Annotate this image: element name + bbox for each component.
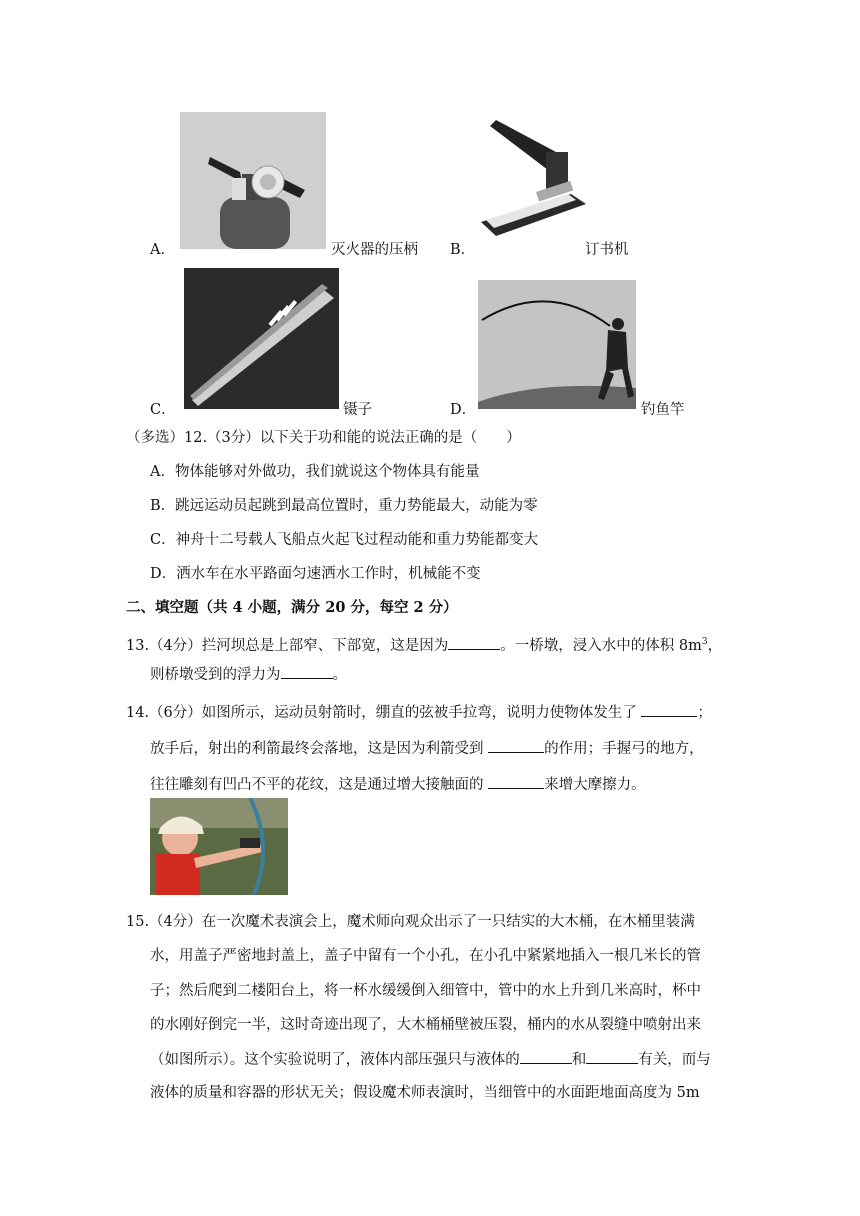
q13-sup: 3 — [701, 637, 708, 647]
q15-line6: 液体的质量和容器的形状无关；假设魔术师表演时，当细管中的水面距地面高度为 5m — [150, 1085, 700, 1101]
q12-option-a: A．物体能够对外做功，我们就说这个物体具有能量 — [150, 464, 480, 480]
q15-line3: 子；然后爬到二楼阳台上，将一杯水缓缓倒入细管中，管中的水上升到几米高时，杯中 — [150, 983, 701, 999]
q14-line1 — [126, 702, 712, 723]
q14-blank-3[interactable] — [488, 774, 544, 789]
q14-line3 — [150, 774, 646, 795]
q15-text-b: 和 — [571, 1052, 587, 1068]
option-b-letter: B． — [450, 242, 476, 258]
option-a-letter: A． — [150, 242, 175, 258]
q15-blank-1[interactable] — [520, 1049, 572, 1064]
q14-text-d: 的作用；手握弓的地方， — [544, 741, 704, 757]
q14-line2 — [150, 738, 704, 759]
option-a-label: 灭火器的压柄 — [331, 242, 418, 258]
q14-text-b: ； — [697, 705, 712, 721]
q12-option-d: D．洒水车在水平路面匀速洒水工作时，机械能不变 — [150, 566, 481, 582]
q13-blank-2[interactable] — [281, 664, 333, 679]
q13-text-c: ， — [707, 637, 723, 654]
option-c-letter: C． — [150, 402, 176, 418]
q13-blank-1[interactable] — [448, 635, 500, 650]
tweezers-image — [184, 268, 339, 409]
q12-stem: （多选）12.（3分）以下关于功和能的说法正确的是（ ） — [126, 430, 521, 446]
q14-blank-2[interactable] — [488, 738, 544, 753]
q15-text-a: （如图所示）。这个实验说明了，液体内部压强只与液体的 — [150, 1052, 520, 1068]
q13-line2 — [150, 664, 347, 685]
q12-option-b: B．跳远运动员起跳到最高位置时，重力势能最大，动能为零 — [150, 498, 538, 514]
option-d-label: 钓鱼竿 — [641, 402, 685, 418]
q13-text-e: 。 — [332, 667, 347, 683]
q13-text-b: 。一桥墩，浸入水中的体积 8m — [500, 637, 702, 654]
fire-extinguisher-image — [180, 112, 326, 249]
stapler-image — [476, 112, 596, 249]
q15-line2: 水，用盖子严密地封盖上，盖子中留有一个小孔，在小孔中紧紧地插入一根几米长的管 — [150, 948, 701, 964]
q15-line4: 的水刚好倒完一半，这时奇迹出现了，大木桶桶壁被压裂，桶内的水从裂缝中喷射出来 — [150, 1017, 701, 1033]
q14-text-f: 来增大摩擦力。 — [544, 777, 646, 793]
q14-blank-1[interactable] — [641, 702, 697, 717]
option-c-label: 镊子 — [343, 402, 372, 418]
q15-text-c: 有关，而与 — [638, 1052, 711, 1068]
q13-text-d: 则桥墩受到的浮力为 — [150, 667, 281, 683]
archer-image — [150, 798, 288, 895]
q12-option-c: C．神舟十二号载人飞船点火起飞过程动能和重力势能都变大 — [150, 532, 539, 548]
section-title: 二、填空题（共 4 小题，满分 20 分，每空 2 分） — [126, 599, 458, 616]
fishing-rod-image — [478, 280, 636, 409]
q15-blank-2[interactable] — [586, 1049, 638, 1064]
q14-text-e: 往往雕刻有凹凸不平的花纹，这是通过增大接触面的 — [150, 777, 484, 793]
q14-text-a: 14.（6分）如图所示，运动员射箭时，绷直的弦被手拉弯，说明力使物体发生了 — [126, 705, 637, 721]
q14-text-c: 放手后，射出的利箭最终会落地，这是因为利箭受到 — [150, 741, 484, 757]
q13-line1 — [126, 632, 722, 656]
q13-text-a: 13.（4分）拦河坝总是上部窄、下部宽，这是因为 — [126, 637, 449, 654]
q15-line1: 15.（4分）在一次魔术表演会上，魔术师向观众出示了一只结实的大木桶，在木桶里装满 — [126, 914, 695, 930]
option-b-label: 订书机 — [585, 242, 629, 258]
option-d-letter: D． — [450, 402, 477, 418]
q15-line5 — [150, 1049, 711, 1070]
